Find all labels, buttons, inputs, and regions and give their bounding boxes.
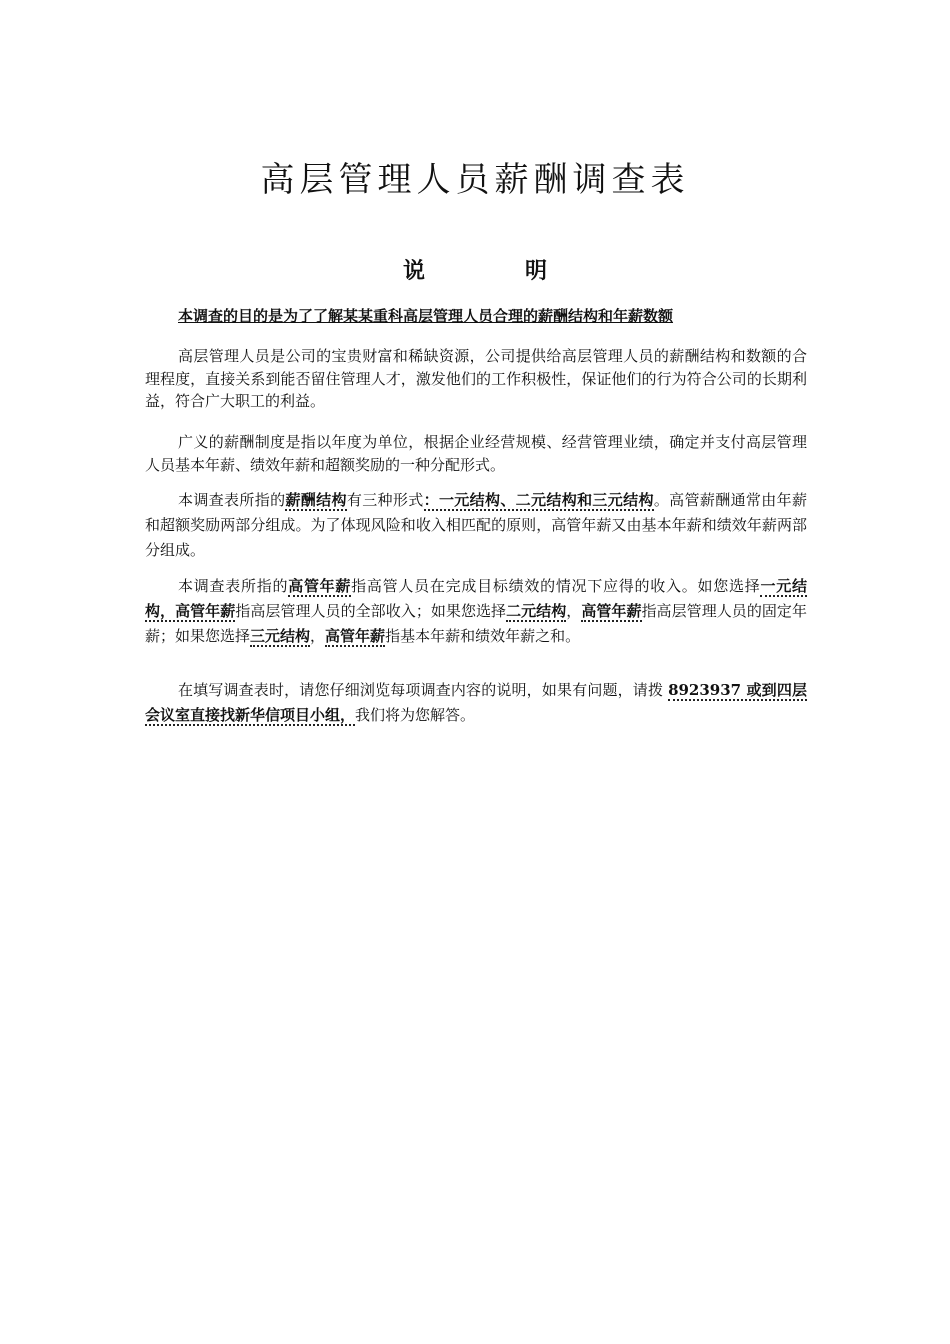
p4-text-2: 指高管人员在完成目标绩效的情况下应得的收入。如您选择 bbox=[351, 577, 761, 595]
p4-text-6: ， bbox=[310, 627, 326, 645]
p5-text-1: 在填写调查表时，请您仔细浏览每项调查内容的说明，如果有问题，请拨 bbox=[178, 681, 669, 699]
p5-text-2: 我们将为您解答。 bbox=[355, 706, 476, 724]
document-title: 高层管理人员薪酬调查表 bbox=[260, 160, 690, 200]
section-heading-char-2: 明 bbox=[525, 259, 548, 284]
p4-keyword-6: 高管年薪 bbox=[325, 627, 386, 645]
p4-text-3: 指高层管理人员的全部收入；如果您选择 bbox=[235, 602, 507, 620]
p4-keyword-2: 一元结构，高管年薪 bbox=[145, 577, 807, 620]
p4-text-1: 本调查表所指的 bbox=[178, 577, 289, 595]
p5-contact-info: 8923937 或到四层会议室直接找新华信项目小组， bbox=[145, 681, 807, 724]
p3-keyword-salary-structure: 薪酬结构 bbox=[285, 491, 347, 509]
section-heading-char-1: 说 bbox=[402, 259, 425, 284]
paragraph-4 bbox=[145, 574, 807, 649]
section-heading bbox=[0, 254, 950, 285]
paragraph-1: 高层管理人员是公司的宝贵财富和稀缺资源，公司提供给高层管理人员的薪酬结构和数额的合理程度，直接关系到能否留住管理人才，激发他们的工作积极性，保证他们的行为符合公司的长期利益，符合广大职工的利益。 bbox=[145, 347, 807, 410]
p4-keyword-3: 二元结构 bbox=[506, 602, 567, 620]
paragraph-2: 广义的薪酬制度是指以年度为单位，根据企业经营规模、经营管理业绩，确定并支付高层管理人员基本年薪、绩效年薪和超额奖励的一种分配形式。 bbox=[145, 433, 807, 474]
paragraph-3 bbox=[145, 488, 807, 563]
p4-keyword-5: 三元结构 bbox=[250, 627, 311, 645]
p4-text-4: ， bbox=[566, 602, 582, 620]
p3-text-2: 有三种形式 bbox=[346, 491, 424, 509]
p4-text-7: 指基本年薪和绩效年薪之和。 bbox=[385, 627, 581, 645]
p3-text-1: 本调查表所指的 bbox=[178, 491, 286, 509]
p4-keyword-1: 高管年薪 bbox=[288, 577, 352, 595]
purpose-statement: 本调查的目的是为了了解某某重科高层管理人员合理的薪酬结构和年薪数额 bbox=[178, 307, 674, 325]
p3-text-3: 。高管薪酬通常由年薪和超额奖励两部分组成。为了体现风险和收入相匹配的原则，高管年薪又由基本年薪和绩效年薪两部分组成。 bbox=[145, 491, 807, 559]
p4-keyword-4: 高管年薪 bbox=[581, 602, 642, 620]
p4-text-5: 指高层管理人员的固定年薪；如果您选择 bbox=[145, 602, 807, 645]
paragraph-5 bbox=[145, 678, 807, 728]
p3-keyword-structures: ：一元结构、二元结构和三元结构 bbox=[423, 491, 654, 509]
purpose-paragraph bbox=[145, 304, 807, 329]
